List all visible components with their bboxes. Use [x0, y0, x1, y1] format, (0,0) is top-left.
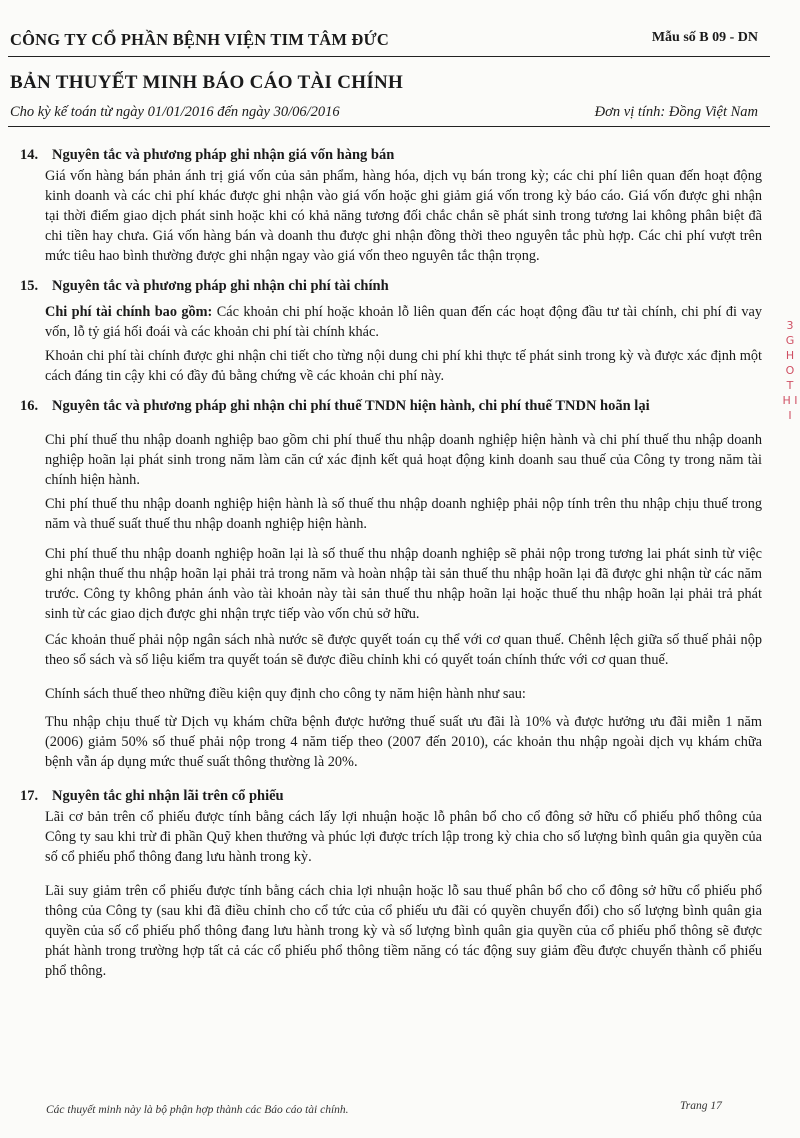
paragraph: Thu nhập chịu thuế từ Dịch vụ khám chữa bệnh được hưởng thuế suất ưu đãi là 10% và được hưởng ưu đãi miễn 1 năm (2006) giảm 50% số thuế phải nộp trong 4 năm tiếp theo (2007 đến 2010), các khoản thu nhập ngoài dịch vụ khám chữa bệnh vẫn áp dụng mức thuế suất thông thường là 20%.	[45, 714, 762, 770]
section-title: Nguyên tắc và phương pháp ghi nhận giá vốn hàng bán	[52, 147, 395, 163]
paragraph: Lãi cơ bản trên cổ phiếu được tính bằng cách lấy lợi nhuận hoặc lỗ phân bổ cho cổ đông sở hữu cổ phiếu phổ thông của Công ty sau khi trừ đi phần Quỹ khen thưởng và phúc lợi được trích lập trong kỳ chia cho số lượng bình quân gia quyền của số cổ phiếu phổ thông đang lưu hành trong kỳ.	[45, 809, 762, 865]
header-rule-bottom	[8, 126, 770, 127]
paragraph: Chính sách thuế theo những điều kiện quy định cho công ty năm hiện hành như sau:	[45, 686, 526, 702]
reporting-period: Cho kỳ kế toán từ ngày 01/01/2016 đến ngày 30/06/2016	[10, 104, 340, 120]
section-title: Nguyên tắc ghi nhận lãi trên cổ phiếu	[52, 788, 284, 804]
section-number: 15.	[20, 278, 39, 294]
section-title: Nguyên tắc và phương pháp ghi nhận chi phí tài chính	[52, 278, 389, 294]
report-title: BẢN THUYẾT MINH BÁO CÁO TÀI CHÍNH	[10, 72, 404, 93]
paragraph: Chi phí thuế thu nhập doanh nghiệp bao gồm chi phí thuế thu nhập doanh nghiệp hiện hành và chi phí thuế thu nhập doanh nghiệp hoãn lại phát sinh trong năm làm căn cứ xác định kết quả hoạt động kinh doanh sau thuế của Công ty trong năm tài chính hiện hành.	[45, 432, 762, 488]
red-stamp-fragment: 3 G H O T H I I	[782, 319, 798, 422]
section-title: Nguyên tắc và phương pháp ghi nhận chi phí thuế TNDN hiện hành, chi phí thuế TNDN hoãn lại	[52, 398, 650, 414]
company-name: CÔNG TY CỔ PHẦN BỆNH VIỆN TIM TÂM ĐỨC	[10, 30, 389, 49]
section-15	[20, 276, 762, 386]
section-16	[20, 396, 762, 772]
paragraph: Giá vốn hàng bán phản ánh trị giá vốn của sản phẩm, hàng hóa, dịch vụ bán trong kỳ; các chi phí liên quan đến hoạt động kinh doanh và các chi phí khác được ghi nhận vào giá vốn hoặc ghi giảm giá vốn trong kỳ báo cáo. Giá vốn được ghi nhận tại thời điểm giao dịch phát sinh hoặc khi có khả năng tương đối chắc chắn sẽ phát sinh trong tương lai không phân biệt đã chi tiền hay chưa. Giá vốn hàng bán và doanh thu được ghi nhận đồng thời theo nguyên tắc phù hợp. Các chi phí vượt trên mức tiêu hao bình thường được ghi nhận ngay vào giá vốn theo nguyên tắc thận trọng.	[45, 168, 762, 264]
section-heading	[20, 786, 762, 806]
lead-label: Chi phí tài chính bao gồm:	[45, 304, 213, 320]
section-number: 17.	[20, 788, 39, 804]
paragraph: Lãi suy giảm trên cổ phiếu được tính bằng cách chia lợi nhuận hoặc lỗ sau thuế phân bổ cho cổ đông sở hữu cổ phiếu phổ thông của Công ty (sau khi đã điều chỉnh cho cổ tức của cổ phiếu ưu đãi có quyền chuyển đổi) cho số lượng bình quân gia quyền của số cổ phiếu phổ thông đang lưu hành trong kỳ và số lượng bình quân gia quyền của cổ phiếu phổ thông sẽ được phát hành trong trường hợp tất cả các cổ phiếu phổ thông tiềm năng có tác động suy giảm đều được chuyển thành cổ phiếu phổ thông.	[45, 883, 762, 979]
section-heading	[20, 396, 762, 416]
section-17	[20, 786, 762, 981]
currency-unit: Đơn vị tính: Đồng Việt Nam	[594, 104, 758, 120]
section-number: 16.	[20, 398, 39, 414]
lead-text: Các khoản chi phí hoặc khoản lỗ liên quan đến các hoạt động đầu tư tài chính, chi phí đi vay vốn, lỗ tỷ giá hối đoái và các khoản chi phí tài chính khác.	[45, 304, 762, 340]
footer-note: Các thuyết minh này là bộ phận hợp thành các Báo cáo tài chính.	[46, 1104, 349, 1116]
paragraph: Các khoản thuế phải nộp ngân sách nhà nước sẽ được quyết toán cụ thể với cơ quan thuế. Chênh lệch giữa số thuế phải nộp theo sổ sách và số liệu kiểm tra quyết toán sẽ được điều chỉnh khi có quyết toán chính thức với cơ quan thuế.	[45, 632, 762, 668]
section-14	[20, 145, 762, 266]
notes-body	[20, 145, 762, 981]
header-rule-top	[8, 56, 770, 57]
paragraph: Chi phí thuế thu nhập doanh nghiệp hoãn lại là số thuế thu nhập doanh nghiệp sẽ phải nộp trong tương lai phát sinh từ việc ghi nhận thuế thu nhập hoãn lại phải trả trong năm và hoàn nhập tài sản thuế thu nhập hoãn lại đã được ghi nhận từ các năm trước. Công ty không phản ánh vào tài khoản này tài sản thuế thu nhập hoãn lại hoặc thuế thu nhập hoãn lại phải trả phát sinh từ các giao dịch được ghi nhận trực tiếp vào vốn chủ sở hữu.	[45, 546, 762, 622]
section-number: 14.	[20, 147, 39, 163]
paragraph: Khoản chi phí tài chính được ghi nhận chi tiết cho từng nội dung chi phí khi thực tế phát sinh trong kỳ và được xác định một cách đáng tin cậy khi có đầy đủ bằng chứng về các khoản chi phí này.	[45, 348, 762, 384]
section-heading	[20, 276, 762, 296]
page-number: Trang 17	[680, 1100, 722, 1112]
paragraph: Chi phí thuế thu nhập doanh nghiệp hiện hành là số thuế thu nhập doanh nghiệp phải nộp tính trên thu nhập chịu thuế trong năm và thuế suất thuế thu nhập doanh nghiệp hiện hành.	[45, 496, 762, 532]
paragraph-lead	[45, 302, 762, 342]
section-heading	[20, 145, 762, 165]
form-code: Mẫu số B 09 - DN	[651, 30, 758, 45]
